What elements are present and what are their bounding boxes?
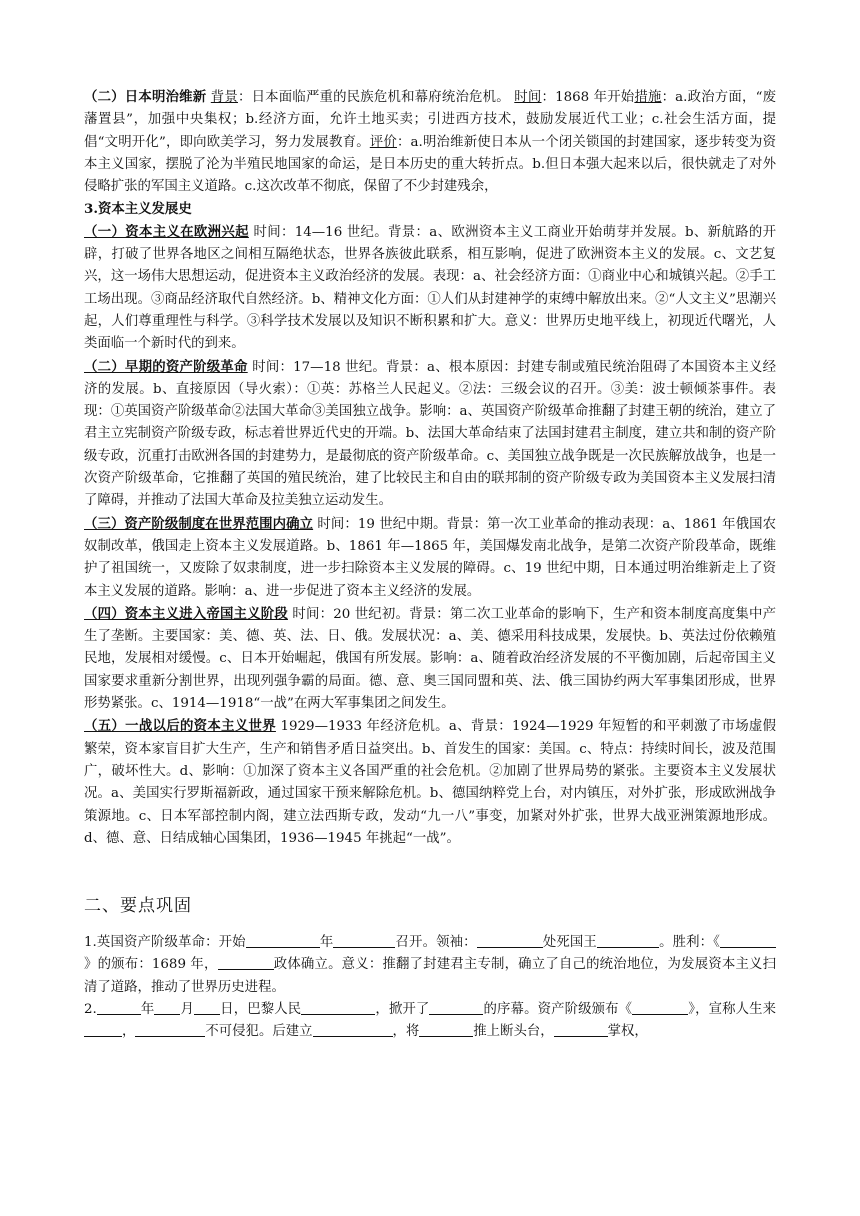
- section-text: 1929—1933 年经济危机。a、背景：1924—1929 年短暂的和平刺激了市场虚假繁荣，资本家盲目扩大生产，生产和销售矛盾日益突出。b、首发生的国家：美国。c、特点：持续时间长，波及范围广，破坏性大。d、影响：①加深了资本主义各国严重的社会危机。②加剧了世界局势的紧张。主要资本主义发展状况。a、美国实行罗斯福新政，通过国家干预来解除危机。b、德国纳粹党上台，对内镇压，对外扩张，形成欧洲战争策源地。c、日本军部控制内阁，建立法西斯专政，发动“九一八”事变，加紧对外扩张，世界大战亚洲策源地形成。d、德、意、日结成轴心国集团，1936—1945 年挑起“一战”。: [84, 719, 776, 846]
- question-1: [84, 932, 776, 999]
- question-text: 1.英国资产阶级革命：开始: [84, 935, 246, 951]
- answer-blank[interactable]: [429, 1000, 483, 1015]
- answer-blank[interactable]: [218, 955, 274, 970]
- question-text: 不可侵犯。后建立: [205, 1024, 313, 1040]
- answer-blank[interactable]: [97, 1000, 141, 1015]
- time-label: 时间: [514, 90, 542, 105]
- japan-meiji-paragraph: [84, 86, 776, 198]
- question-text: 政体确立。意义：推翻了封建君主专制，确立了自己的统治地位，为发展资本主义扫清了道路，推动了世界历史进程。: [84, 957, 776, 995]
- answer-blank[interactable]: [333, 933, 395, 948]
- question-text: 处死国王: [542, 935, 597, 951]
- document-page: [84, 86, 776, 1044]
- question-text: 的序幕。资产阶级颁布《: [483, 1001, 633, 1017]
- measure-label: 措施: [634, 90, 662, 105]
- section-heading: （四）资本主义进入帝国主义阶段: [84, 605, 288, 622]
- question-text: ，: [122, 1024, 136, 1040]
- measure-text: ：a.政治方面，“废藩置县”，加强中央集权；b.经济方面，允许土地买卖；引进西方技术，鼓励发展近代工业；c.社会生活方面，提倡“文明开化”，即向欧美学习，努力发展教育。: [84, 90, 777, 150]
- answer-blank[interactable]: [194, 1000, 220, 1015]
- answer-blank[interactable]: [135, 1022, 205, 1037]
- answer-blank[interactable]: [84, 1022, 122, 1037]
- question-text: ，将: [392, 1024, 420, 1040]
- section-text: 时间：14—16 世纪。背景：a、欧洲资本主义工商业开始萌芽并发展。b、新航路的开辟，打破了世界各地区之间相互隔绝状态，世界各族彼此联系，相互影响，促进了欧洲资本主义的发展。c、文艺复兴，这一场伟大思想运动，促进资本主义政治经济的发展。表现：a、社会经济方面：①商业中心和城镇兴起。②手工工场出现。③商品经济取代自然经济。b、精神文化方面：①人们从封建神学的束缚中解放出来。②“人文主义”思潮兴起，人们尊重理性与科学。③科学技术发展以及知识不断积累和扩大。意义：世界历史地平线上，初现近代曙光，人类面临一个新时代的到来。: [84, 224, 776, 352]
- background-text: ：日本面临严重的民族危机和幕府统治危机。: [237, 90, 510, 105]
- answer-blank[interactable]: [154, 1000, 180, 1015]
- answer-blank[interactable]: [419, 1022, 473, 1037]
- section-text: 时间：19 世纪中期。背景：第一次工业革命的推动表现：a、1861 年俄国农奴制改革，俄国走上资本主义发展道路。b、1861 年—1865 年，美国爆发南北战争，是第二次资产阶段革命，既维护了祖国统一，又废除了奴隶制度，进一步扫除资本主义发展的障碍。c、19 世纪中期，日本通过明治维新走上了资本主义发展的道路。影响：a、进一步促进了资本主义经济的发展。: [84, 516, 777, 599]
- question-text: 年: [319, 935, 334, 951]
- question-text: 召开。领袖：: [395, 935, 477, 951]
- section-heading: （一）资本主义在欧洲兴起: [84, 223, 249, 240]
- section-paragraph: [84, 356, 776, 513]
- answer-blank[interactable]: [301, 1000, 375, 1015]
- section-3-title: 3.资本主义发展史: [84, 201, 192, 218]
- section-heading: （二）早期的资产阶级革命: [84, 358, 248, 375]
- question-text: 2.: [84, 1001, 97, 1017]
- answer-blank[interactable]: [554, 1022, 608, 1037]
- question-text: 》的颁布：1689 年，: [84, 957, 218, 973]
- answer-blank[interactable]: [246, 933, 320, 948]
- answer-blank[interactable]: [632, 1000, 688, 1015]
- question-text: 》，宣称人生来: [688, 1001, 777, 1017]
- section-text: 时间：17—18 世纪。背景：a、根本原因：封建专制或殖民统治阻碍了本国资本主义经济的发展。b、直接原因（导火索）：①英：苏格兰人民起义。②法：三级会议的召开。③美：波士顿倾茶事件。表现：①英国资产阶级革命②法国大革命③美国独立战争。影响：a、英国资产阶级革命推翻了封建王朝的统治，建立了君主立宪制资产阶级专政，标志着世界近代史的开端。b、法国大革命结束了法国封建君主制度，建立共和制的资产阶级专政，沉重打击欧洲各国的封建势力，是最彻底的资产阶级革命。c、美国独立战争既是一次民族解放战争，也是一次资产阶级革命，它推翻了英国的殖民统治，建了比较民主和自由的联邦制的资产阶级专政为美国资本主义发展扫清了障碍，并推动了法国大革命及拉美独立运动发生。: [84, 359, 776, 509]
- question-text: 推上断头台，: [473, 1024, 554, 1040]
- time-text: ：1868 年开始: [541, 90, 635, 105]
- section-paragraph: [84, 221, 776, 356]
- answer-blank[interactable]: [720, 933, 776, 948]
- section-paragraph: [84, 513, 776, 603]
- japan-heading: （二）日本明治维新: [84, 89, 207, 105]
- question-text: ，掀开了: [375, 1001, 430, 1017]
- section-text: 时间：20 世纪初。背景：第二次工业革命的影响下，生产和资本制度高度集中产生了垄断。主要国家：美、德、英、法、日、俄。发展状况：a、美、德采用科技成果，发展快。b、英法过份依赖殖民地，发展相对缓慢。c、日本开始崛起，俄国有所发展。影响：a、随着政治经济发展的不平衡加剧，后起帝国主义国家要求重新分割世界，出现列强争霸的局面。德、意、奥三国同盟和英、法、俄三国协约两大军事集团形成，世界形势紧张。c、1914—1918“一战”在两大军事集团之间发生。: [84, 606, 776, 712]
- answer-blank[interactable]: [313, 1022, 393, 1037]
- question-2: [84, 999, 776, 1044]
- question-text: 掌权，: [607, 1024, 648, 1040]
- part-2-title: 二、要点巩固: [84, 896, 192, 917]
- background-label: 背景: [210, 90, 238, 105]
- section-paragraph: [84, 715, 776, 850]
- evaluation-label: 评价: [369, 134, 397, 150]
- question-text: 日，巴黎人民: [220, 1001, 302, 1017]
- section-paragraph: [84, 603, 776, 715]
- section-heading: （三）资产阶级制度在世界范围内确立: [84, 515, 314, 532]
- answer-blank[interactable]: [477, 933, 543, 948]
- question-text: 。胜利：《: [658, 935, 721, 951]
- question-text: 年: [140, 1001, 155, 1017]
- question-text: 月: [180, 1001, 195, 1017]
- section-heading: （五）一战以后的资本主义世界: [84, 718, 276, 735]
- answer-blank[interactable]: [597, 933, 659, 948]
- evaluation-text: ：a.明治维新使日本从一个闭关锁国的封建国家，逐步转变为资本主义国家，摆脱了沦为半殖民地国家的命运，是日本历史的重大转折点。b.但日本强大起来以后，很快就走了对外侵略扩张的军国主义道路。c.这次改革不彻底，保留了不少封建残余，: [84, 134, 776, 195]
